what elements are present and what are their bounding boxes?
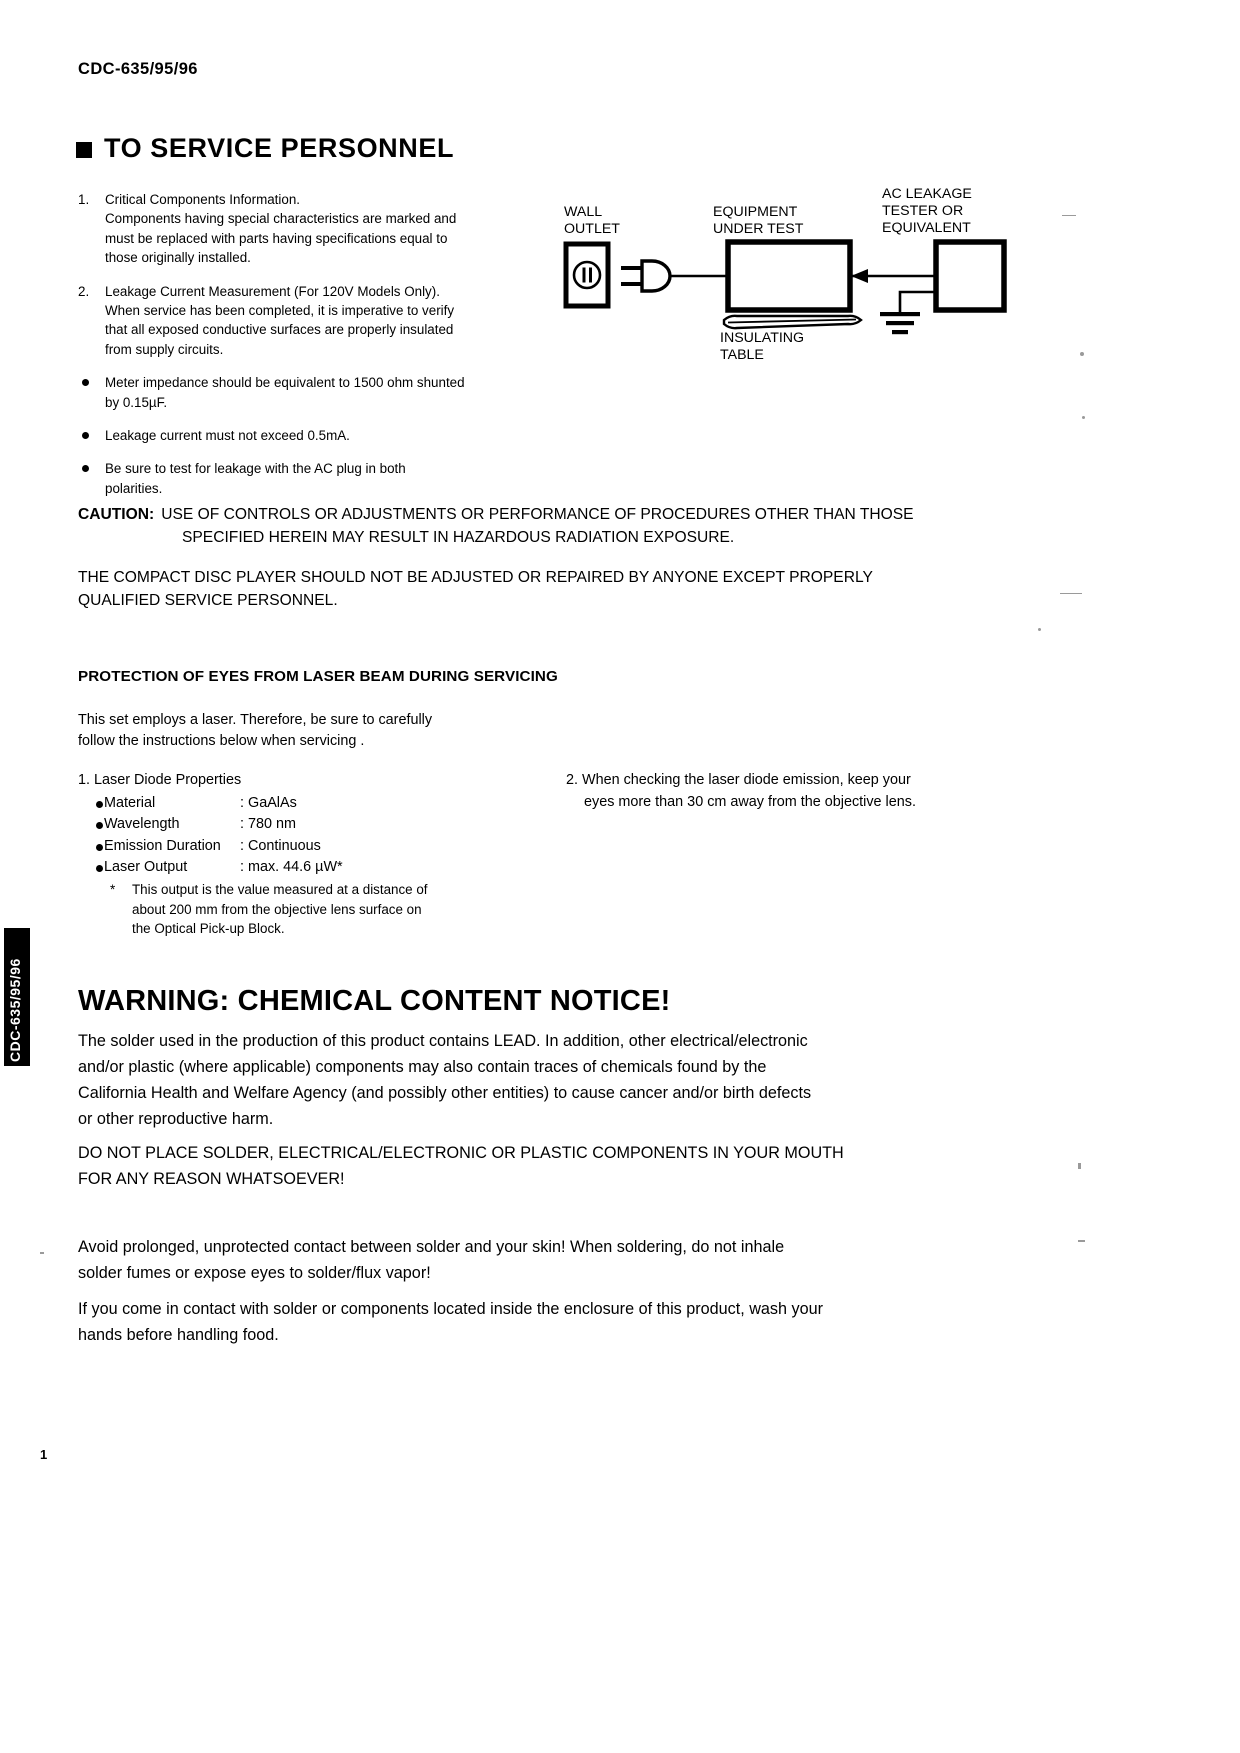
warning-heading: WARNING: CHEMICAL CONTENT NOTICE! <box>78 985 671 1017</box>
notice-line: QUALIFIED SERVICE PERSONNEL. <box>78 592 338 609</box>
caution-line: SPECIFIED HEREIN MAY RESULT IN HAZARDOUS RADIATION EXPOSURE. <box>182 529 735 546</box>
round-bullet-icon <box>96 801 103 808</box>
leakage-test-diagram <box>548 182 1018 363</box>
page-title-text: TO SERVICE PERSONNEL <box>104 133 455 163</box>
warning-line: or other reproductive harm. <box>78 1110 274 1128</box>
notice-line: THE COMPACT DISC PLAYER SHOULD NOT BE ADJUSTED OR REPAIRED BY ANYONE EXCEPT PROPERLY <box>78 569 873 586</box>
scan-speck <box>1060 593 1082 594</box>
list-item <box>78 459 530 498</box>
caution-notice <box>78 503 1006 549</box>
laser-intro <box>78 710 548 752</box>
warning-line: California Health and Welfare Agency (and possibly other entities) to cause cancer and/or birth defects <box>78 1084 812 1102</box>
warning-line: solder fumes or expose eyes to solder/flux vapor! <box>78 1264 431 1282</box>
laser-property-value: : GaAlAs <box>240 794 297 811</box>
footnote-line: about 200 mm from the objective lens surface on <box>132 901 422 917</box>
list-marker: 1. <box>78 192 90 207</box>
laser-property-name: Emission Duration <box>104 837 221 854</box>
list-line: When service has been completed, it is imperative to verify <box>105 303 455 319</box>
list-item <box>78 190 530 268</box>
laser-property-value: : Continuous <box>240 837 321 854</box>
model-code: CDC-635/95/96 <box>78 60 198 78</box>
scan-speck <box>40 1252 44 1254</box>
laser-property-row <box>78 793 548 815</box>
list-line: that all exposed conductive surfaces are properly insulated <box>105 322 454 338</box>
warning-paragraph <box>78 1028 1006 1132</box>
warning-line: and/or plastic (where applicable) components may also contain traces of chemicals found by the <box>78 1058 767 1076</box>
scan-speck <box>1078 1163 1081 1169</box>
warning-paragraph <box>78 1296 1006 1348</box>
laser-property-row <box>78 836 548 858</box>
scan-speck <box>1062 215 1076 216</box>
caution-line: USE OF CONTROLS OR ADJUSTMENTS OR PERFORMANCE OF PROCEDURES OTHER THAN THOSE <box>161 506 914 523</box>
list-line: Meter impedance should be equivalent to 1500 ohm shunted <box>105 375 465 391</box>
round-bullet-icon <box>96 822 103 829</box>
scan-speck <box>1038 628 1041 631</box>
list-line: from supply circuits. <box>105 341 224 357</box>
diagram-label-ac-leakage-tester <box>882 186 972 237</box>
diagram-label-line: INSULATING <box>720 330 805 346</box>
warning-line: Avoid prolonged, unprotected contact between solder and your skin! When soldering, do not inhale <box>78 1238 785 1256</box>
footnote-line: the Optical Pick-up Block. <box>132 921 285 936</box>
laser-property-row <box>78 857 548 879</box>
laser-diode-properties <box>78 770 548 879</box>
laser-note-line: eyes more than 30 cm away from the objective lens. <box>584 793 916 810</box>
round-bullet-icon <box>82 432 89 439</box>
warning-paragraph <box>78 1234 1006 1286</box>
laser-intro-line: This set employs a laser. Therefore, be sure to carefully <box>78 712 433 728</box>
scan-speck <box>1078 1240 1085 1242</box>
list-line: Components having special characteristics are marked and <box>105 211 457 227</box>
laser-intro-line: follow the instructions below when servicing . <box>78 733 365 749</box>
page-number: 1 <box>40 1447 48 1462</box>
list-line: Leakage current must not exceed 0.5mA. <box>105 428 350 444</box>
diagram-label-line: TESTER OR <box>882 203 964 219</box>
margin-model-tab-text: CDC-635/95/96 <box>7 958 23 1062</box>
list-marker: 2. <box>78 283 90 299</box>
list-line: polarities. <box>105 480 163 496</box>
laser-output-footnote <box>110 880 530 939</box>
laser-section-heading: PROTECTION OF EYES FROM LASER BEAM DURING SERVICING <box>78 668 558 685</box>
warning-paragraph <box>78 1140 1006 1192</box>
footnote-line: This output is the value measured at a distance of <box>132 882 428 897</box>
list-line: must be replaced with parts having specifications equal to <box>105 230 448 246</box>
round-bullet-icon <box>96 865 103 872</box>
warning-line: hands before handling food. <box>78 1326 279 1344</box>
list-item <box>78 282 530 360</box>
compact-disc-notice <box>78 566 1006 612</box>
page-title <box>76 133 454 164</box>
square-bullet-icon <box>76 142 92 158</box>
list-line: by 0.15µF. <box>105 394 168 410</box>
footnote-marker: * <box>110 882 116 897</box>
warning-line: If you come in contact with solder or components located inside the enclosure of this product, wash your <box>78 1300 824 1318</box>
round-bullet-icon <box>82 379 89 386</box>
round-bullet-icon <box>96 844 103 851</box>
caution-label: CAUTION: <box>78 506 155 523</box>
laser-property-name: Laser Output <box>104 859 188 875</box>
laser-note-line: 2. When checking the laser diode emission, keep your <box>566 772 911 788</box>
round-bullet-icon <box>82 465 89 472</box>
laser-properties-title: 1. Laser Diode Properties <box>78 772 242 788</box>
diagram-label-line: OUTLET <box>564 221 620 237</box>
diagram-label-line: EQUIVALENT <box>882 220 971 236</box>
laser-property-value: : max. 44.6 µW* <box>240 859 343 875</box>
warning-line: The solder used in the production of this product contains LEAD. In addition, other electrical/electronic <box>78 1032 808 1050</box>
list-line: Be sure to test for leakage with the AC plug in both <box>105 461 406 477</box>
margin-model-tab <box>4 928 30 1066</box>
diagram-label-line: EQUIPMENT <box>713 204 798 220</box>
laser-property-name: Material <box>104 794 156 811</box>
diagram-label-wall-outlet <box>564 204 620 238</box>
warning-line: DO NOT PLACE SOLDER, ELECTRICAL/ELECTRONIC OR PLASTIC COMPONENTS IN YOUR MOUTH <box>78 1144 844 1162</box>
laser-property-row <box>78 814 548 836</box>
diagram-label-line: WALL <box>564 204 603 220</box>
diagram-label-line: AC LEAKAGE <box>882 186 972 202</box>
list-line: Critical Components Information. <box>105 192 300 207</box>
list-item <box>78 373 530 412</box>
warning-line: FOR ANY REASON WHATSOEVER! <box>78 1170 345 1188</box>
laser-property-name: Wavelength <box>104 816 180 832</box>
list-line: those originally installed. <box>105 250 251 266</box>
list-item <box>78 426 530 445</box>
list-line: Leakage Current Measurement (For 120V Models Only). <box>105 283 440 299</box>
diagram-label-line: UNDER TEST <box>713 221 804 237</box>
scan-speck <box>1080 352 1084 356</box>
diagram-label-equipment-under-test <box>713 204 803 238</box>
laser-property-value: : 780 nm <box>240 816 296 832</box>
scan-speck <box>1082 416 1085 419</box>
service-instructions-list <box>78 190 530 512</box>
diagram-label-insulating-table <box>720 330 804 364</box>
laser-emission-check-note <box>566 770 1006 813</box>
diagram-label-line: TABLE <box>720 347 764 363</box>
